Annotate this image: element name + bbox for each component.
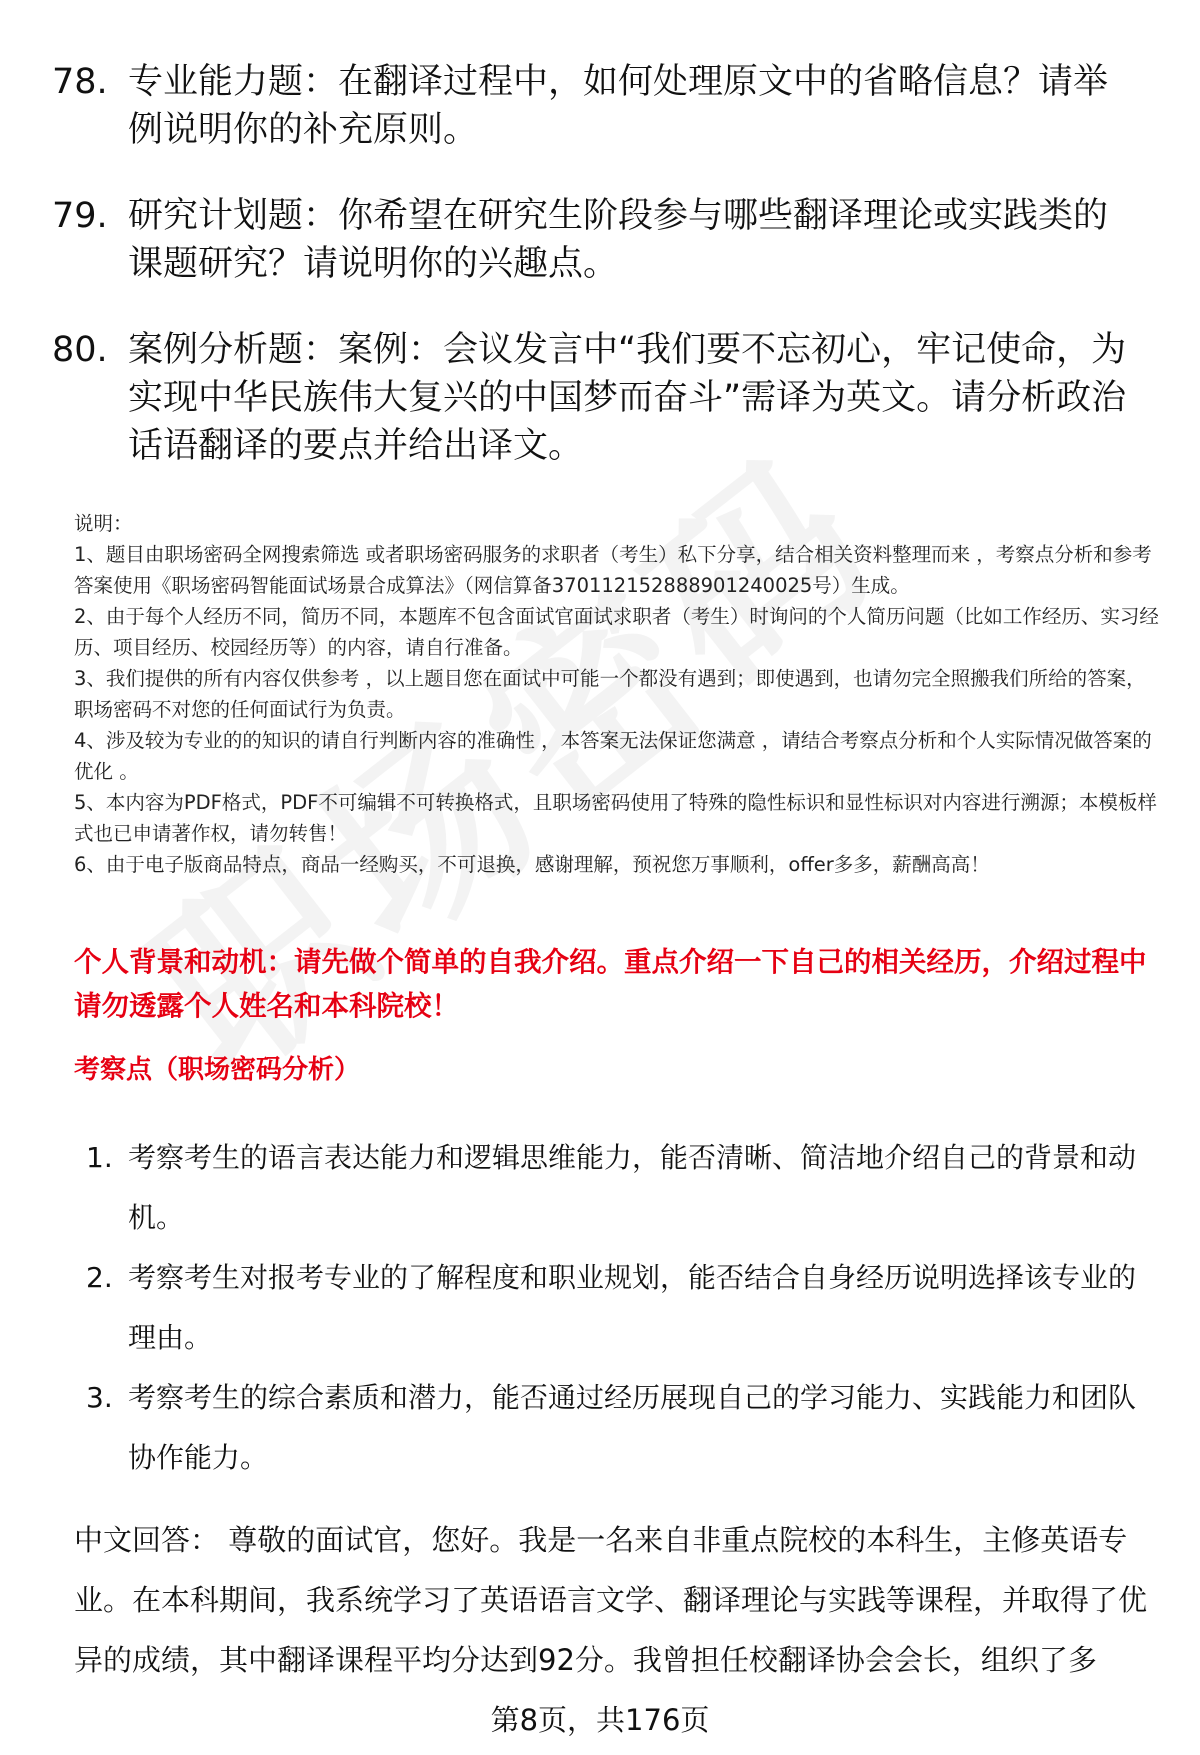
note-item: 2、由于每个人经历不同，简历不同，本题库不包含面试官面试求职者（考生）时询问的个人简历问题（比如工作经历、实习经历、项目经历、校园经历等）的内容，请自行准备。 [74,605,1159,659]
note-item: 4、涉及较为专业的的知识的请自行判断内容的准确性 ，本答案无法保证您满意 ，请结合考察点分析和个人实际情况做答案的优化 。 [74,729,1152,783]
analysis-point [86,1248,1166,1368]
notes-title: 说明： [74,512,133,535]
answer-label: 中文回答： [74,1523,220,1557]
notes-section [74,508,1164,880]
analysis-point [86,1128,1166,1248]
point-number: 2. [86,1261,113,1294]
note-item: 1、题目由职场密码全网搜索筛选 或者职场密码服务的求职者（考生）私下分享，结合相关资料整理而来 ，考察点分析和参考答案使用《职场密码智能面试场景合成算法》（网信算备370112152888901240025号）生成。 [74,543,1152,597]
page-footer: 第8页，共176页 [490,1703,710,1737]
question-text: 案例分析题：案例：会议发言中“我们要不忘初心，牢记使命，为实现中华民族伟大复兴的中国梦而奋斗”需译为英文。请分析政治话语翻译的要点并给出译文。 [128,330,1127,466]
question-item [52,326,1152,470]
note-item: 3、我们提供的所有内容仅供参考 ，以上题目您在面试中可能一个都没有遇到；即使遇到，也请勿完全照搬我们所给的答案，职场密码不对您的任何面试行为负责。 [74,667,1146,721]
note-item: 5、本内容为PDF格式，PDF不可编辑不可转换格式，且职场密码使用了特殊的隐性标识和显性标识对内容进行溯源；本模板样式也已申请著作权，请勿转售！ [74,791,1157,845]
question-text: 专业能力题：在翻译过程中，如何处理原文中的省略信息？请举例说明你的补充原则。 [128,62,1109,150]
question-item [52,58,1152,154]
question-item [52,192,1152,288]
question-number: 79. [52,196,108,236]
question-number: 80. [52,330,108,370]
question-list [52,58,1152,508]
point-text: 考察考生的综合素质和潜力，能否通过经历展现自己的学习能力、实践能力和团队协作能力。 [128,1381,1137,1474]
analysis-point [86,1368,1166,1488]
analysis-heading: 考察点（职场密码分析） [74,1055,361,1085]
point-text: 考察考生的语言表达能力和逻辑思维能力，能否清晰、简洁地介绍自己的背景和动机。 [128,1141,1137,1234]
question-number: 78. [52,62,108,102]
question-text: 研究计划题：你希望在研究生阶段参与哪些翻译理论或实践类的课题研究？请说明你的兴趣点。 [128,196,1109,284]
point-number: 1. [86,1141,113,1174]
point-text: 考察考生对报考专业的了解程度和职业规划，能否结合自身经历说明选择该专业的理由。 [128,1261,1137,1354]
answer-paragraph [74,1510,1164,1690]
point-number: 3. [86,1381,113,1414]
analysis-points [86,1128,1166,1488]
answer-text: 尊敬的面试官，您好。我是一名来自非重点院校的本科生，主修英语专业。在本科期间，我系统学习了英语语言文学、翻译理论与实践等课程，并取得了优异的成绩，其中翻译课程平均分达到92分。我曾担任校翻译协会会长，组织了多 [74,1523,1148,1677]
section-heading: 个人背景和动机：请先做个简单的自我介绍。重点介绍一下自己的相关经历，介绍过程中请勿透露个人姓名和本科院校！ [74,946,1147,1022]
note-item: 6、由于电子版商品特点，商品一经购买，不可退换，感谢理解，预祝您万事顺利，offer多多，薪酬高高！ [74,853,990,876]
